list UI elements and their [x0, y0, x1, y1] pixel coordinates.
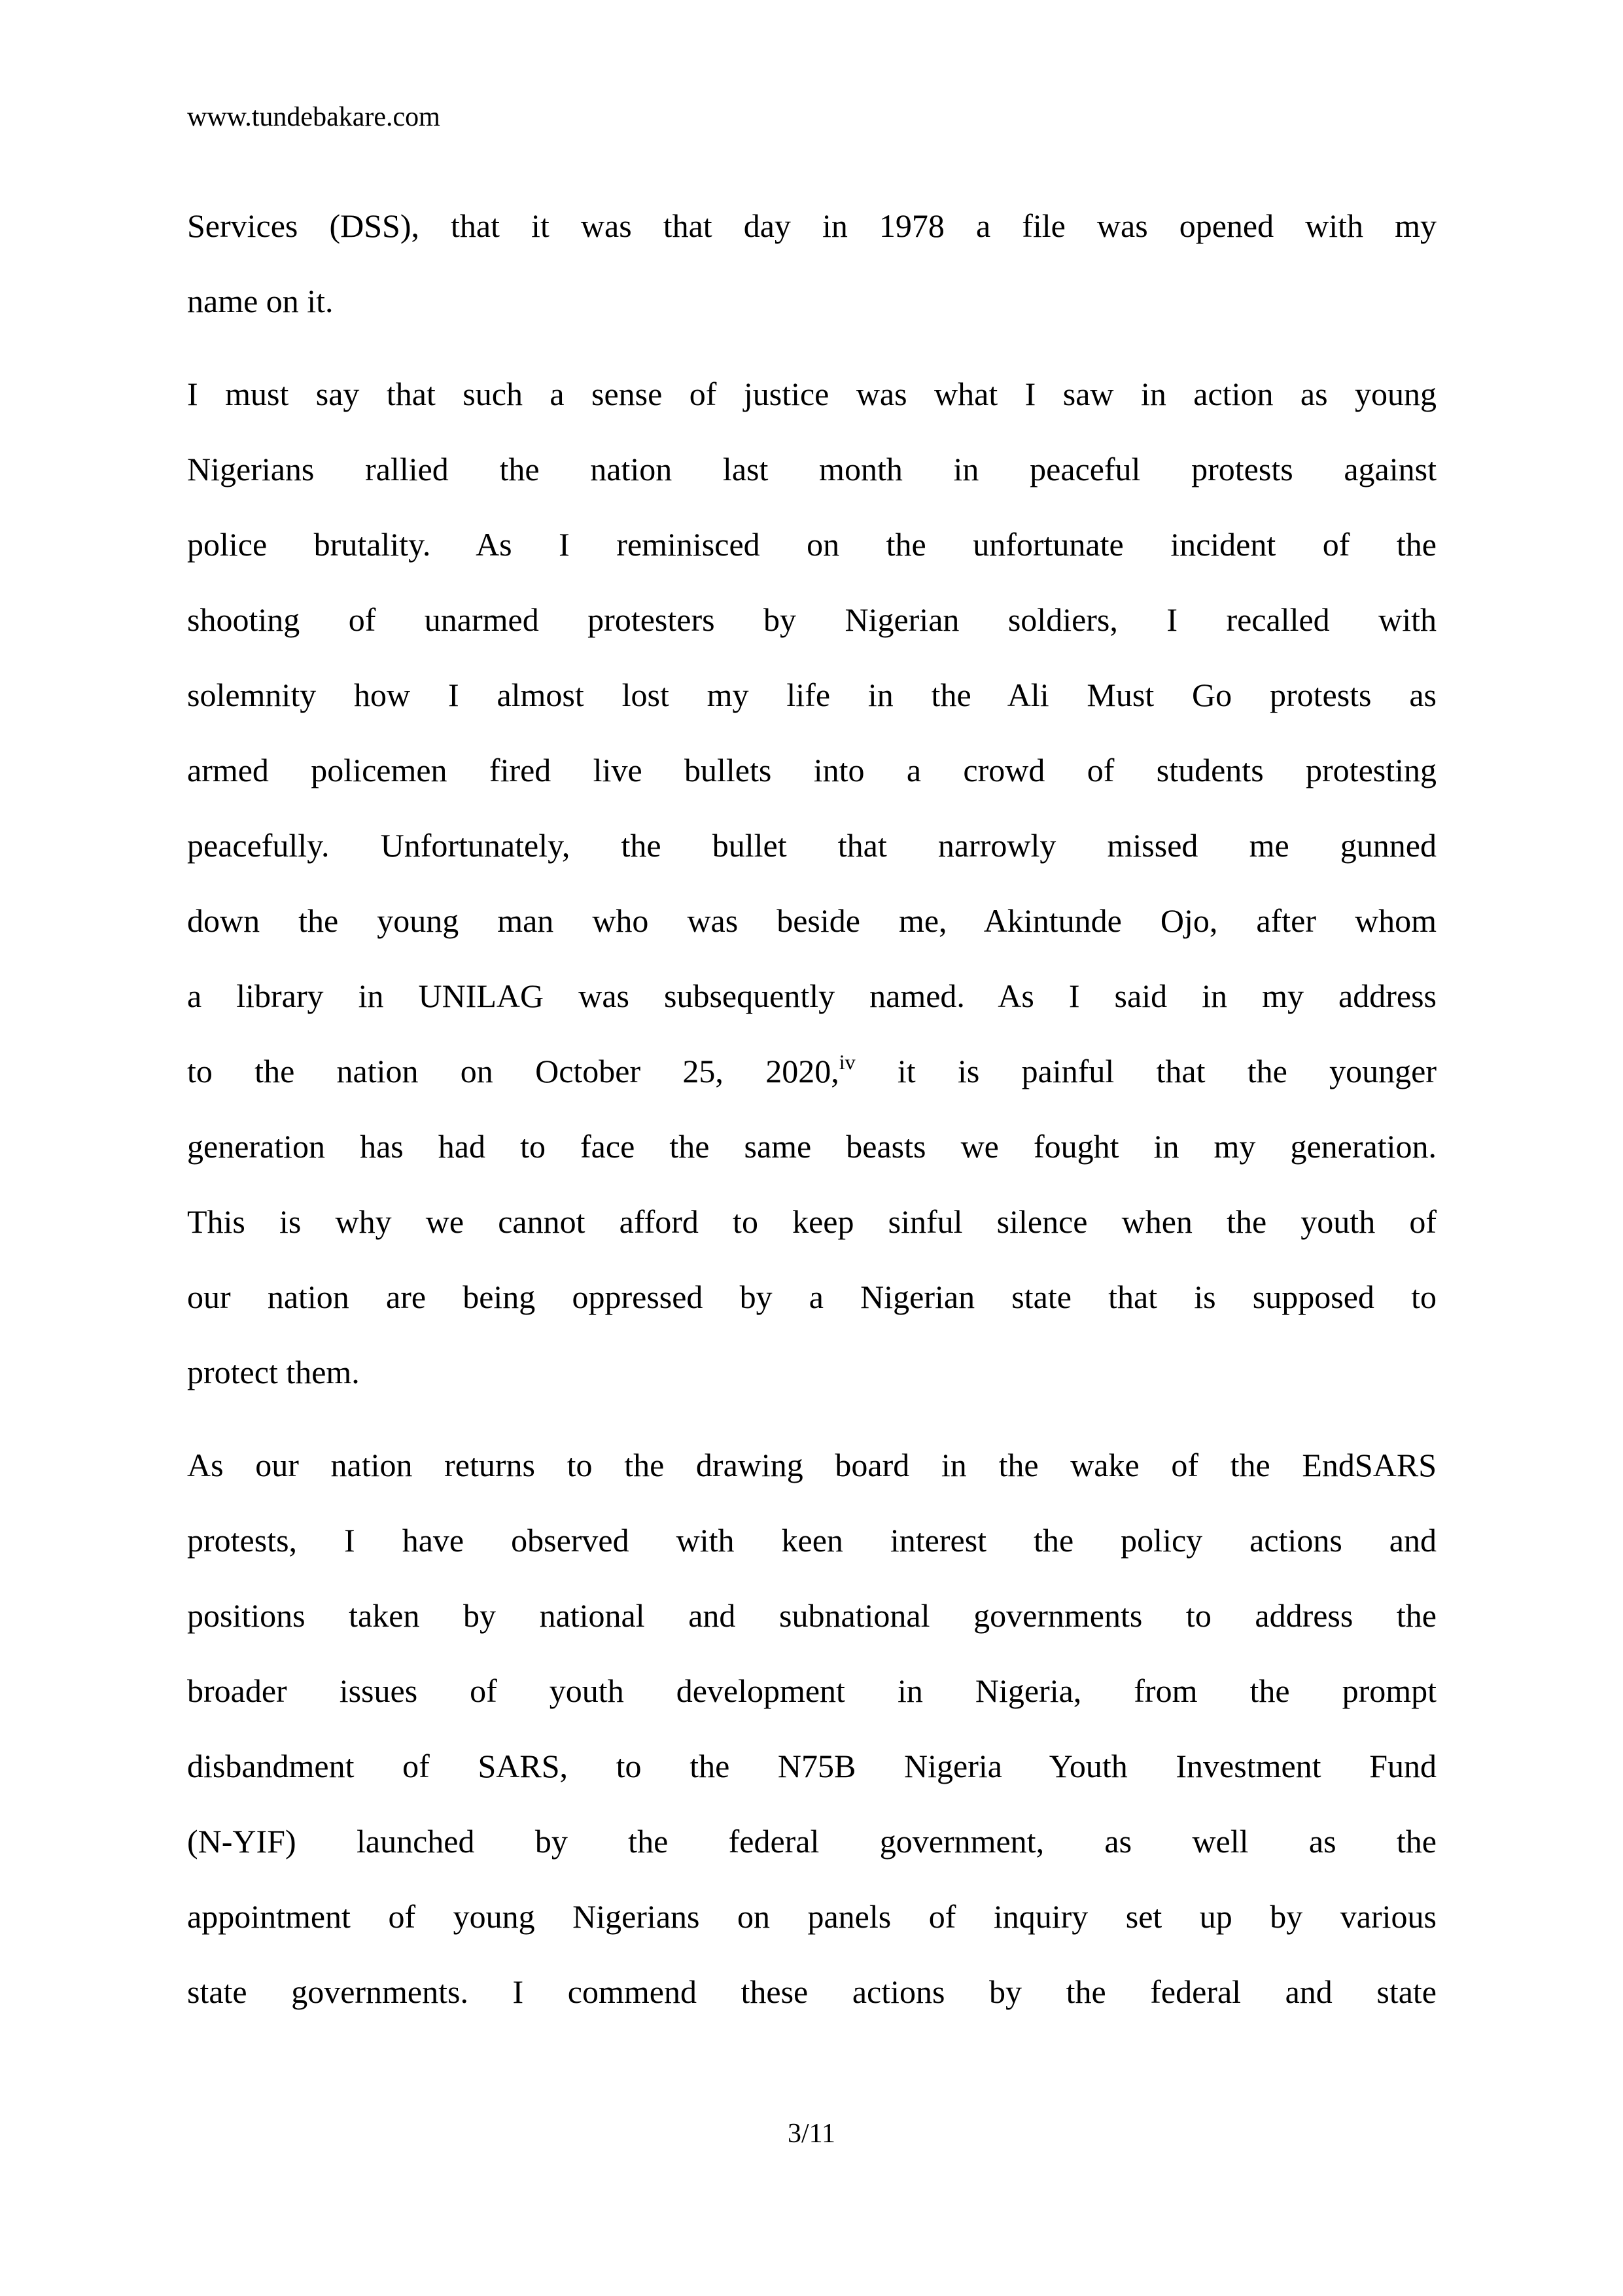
text-line: solemnity how I almost lost my life in the Ali Must Go protests as	[187, 677, 1437, 713]
paragraph	[187, 188, 1437, 339]
page-header-url: www.tundebakare.com	[187, 102, 440, 132]
text-line	[187, 1034, 1437, 1109]
text-line: I must say that such a sense of justice was what I saw in action as young	[187, 376, 1437, 412]
text-line: our nation are being oppressed by a Nigerian state that is supposed to	[187, 1279, 1437, 1315]
paragraph	[187, 1428, 1437, 2030]
text-line: positions taken by national and subnational governments to address the	[187, 1597, 1437, 1634]
text-line: down the young man who was beside me, Akintunde Ojo, after whom	[187, 902, 1437, 939]
text-line: Services (DSS), that it was that day in 1978 a file was opened with my	[187, 207, 1437, 244]
text-line: Nigerians rallied the nation last month in peaceful protests against	[187, 451, 1437, 487]
text-line: This is why we cannot afford to keep sinful silence when the youth of	[187, 1203, 1437, 1240]
text-line: protests, I have observed with keen interest the policy actions and	[187, 1522, 1437, 1559]
document-body	[187, 188, 1437, 2030]
text-line: a library in UNILAG was subsequently named. As I said in my address	[187, 978, 1437, 1014]
page-number: 3/11	[787, 2119, 836, 2149]
text-line: broader issues of youth development in Nigeria, from the prompt	[187, 1672, 1437, 1709]
text-line: peacefully. Unfortunately, the bullet that narrowly missed me gunned	[187, 827, 1437, 864]
text-line: name on it.	[187, 283, 334, 319]
text-line: protect them.	[187, 1354, 360, 1390]
text-line: shooting of unarmed protesters by Nigerian soldiers, I recalled with	[187, 601, 1437, 638]
text-line: As our nation returns to the drawing board in the wake of the EndSARS	[187, 1447, 1437, 1483]
text-line: police brutality. As I reminisced on the unfortunate incident of the	[187, 526, 1437, 563]
footnote-reference: iv	[839, 1050, 856, 1074]
text-line: armed policemen fired live bullets into a crowd of students protesting	[187, 752, 1437, 788]
text-line: (N-YIF) launched by the federal government, as well as the	[187, 1823, 1437, 1860]
text-line: appointment of young Nigerians on panels of inquiry set up by various	[187, 1898, 1437, 1935]
text-run: to the nation on October 25, 2020,	[187, 1053, 839, 1089]
text-run: it is painful that the younger	[897, 1053, 1437, 1089]
text-line: state governments. I commend these actions by the federal and state	[187, 1973, 1437, 2010]
text-line: generation has had to face the same beasts we fought in my generation.	[187, 1128, 1437, 1165]
text-line: disbandment of SARS, to the N75B Nigeria Youth Investment Fund	[187, 1748, 1437, 1784]
paragraph	[187, 357, 1437, 1410]
